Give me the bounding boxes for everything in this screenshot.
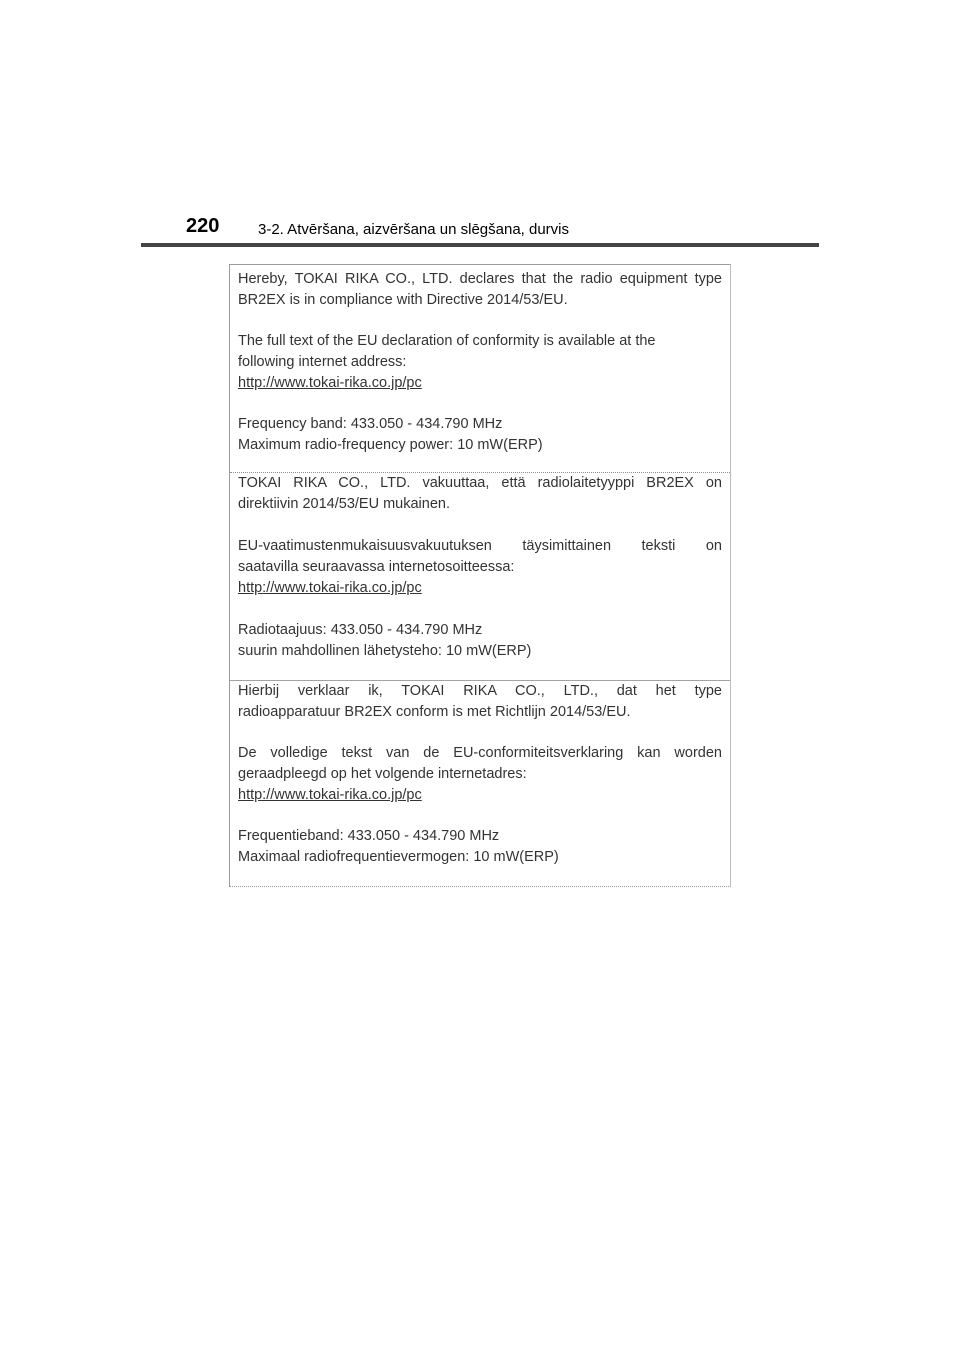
availability-statement-line: geraadpleegd op het volgende internetadres: [238,766,527,782]
availability-statement-line: EU-vaatimustenmukaisuusvakuutuksen täysimittainen teksti on [238,538,722,554]
compliance-statement-line: Hereby, TOKAI RIKA CO., LTD. declares that the radio equipment type [238,271,722,287]
compliance-statement-line: TOKAI RIKA CO., LTD. vakuuttaa, että radiolaitetyyppi BR2EX on [238,475,722,491]
declaration-section-finnish [230,472,730,680]
page-number: 220 [186,215,220,237]
frequency-band-text: Frequency band: 433.050 - 434.790 MHz [238,416,503,432]
declaration-of-conformity-box [229,264,731,887]
frequency-band-text: Radiotaajuus: 433.050 - 434.790 MHz [238,622,483,638]
declaration-url-link[interactable]: http://www.tokai-rika.co.jp/pc [238,375,422,391]
header-divider [141,243,819,247]
max-power-text: Maximaal radiofrequentievermogen: 10 mW(ERP) [238,849,559,865]
availability-statement-line: saatavilla seuraavassa internetosoitteessa: [238,559,515,575]
availability-statement-line: De volledige tekst van de EU-conformiteitsverklaring kan worden [238,745,722,761]
availability-statement-line: The full text of the EU declaration of conformity is available at the [238,333,656,349]
declaration-url-link[interactable]: http://www.tokai-rika.co.jp/pc [238,580,422,596]
max-power-text: suurin mahdollinen lähetysteho: 10 mW(ERP) [238,643,532,659]
section-title: 3-2. Atvēršana, aizvēršana un slēgšana, durvis [258,221,570,238]
max-power-text: Maximum radio-frequency power: 10 mW(ERP) [238,437,543,453]
declaration-section-dutch [230,680,730,885]
declaration-url-link[interactable]: http://www.tokai-rika.co.jp/pc [238,787,422,803]
compliance-statement-line: BR2EX is in compliance with Directive 2014/53/EU. [238,292,568,308]
declaration-section-english [230,269,730,471]
compliance-statement-line: direktiivin 2014/53/EU mukainen. [238,496,450,512]
compliance-statement-line: Hierbij verklaar ik, TOKAI RIKA CO., LTD., dat het type [238,683,722,699]
frequency-band-text: Frequentieband: 433.050 - 434.790 MHz [238,828,500,844]
availability-statement-line: following internet address: [238,354,407,370]
compliance-statement-line: radioapparatuur BR2EX conform is met Richtlijn 2014/53/EU. [238,704,631,720]
